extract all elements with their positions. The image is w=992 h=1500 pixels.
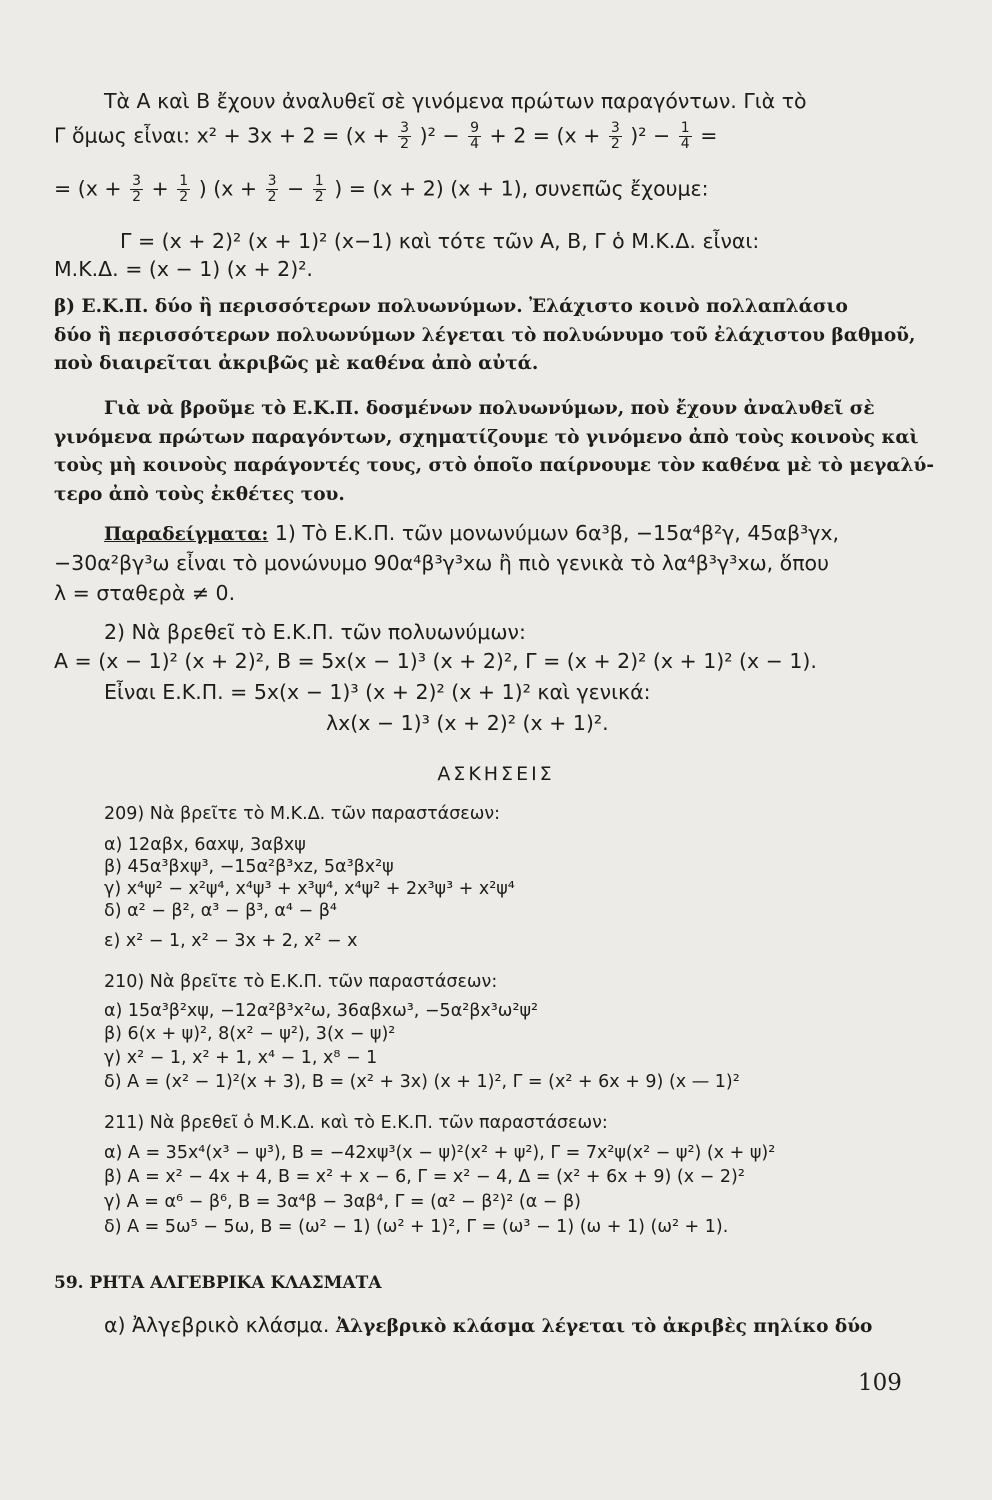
text-line: λ = σταθερὰ ≠ 0. [54, 581, 236, 605]
exercise-item: β) 45α³βxψ³, −15α²β³xz, 5α³βx²ψ [104, 857, 394, 877]
page-number: 109 [858, 1370, 902, 1396]
examples-line: Παραδείγματα: 1) Τὸ Ε.Κ.Π. τῶν μονωνύμων 6α³β, −15α⁴β²γ, 45αβ³γx, [104, 521, 840, 545]
text-line: Μ.Κ.Δ. = (x − 1) (x + 2)². [54, 257, 313, 281]
exercise-item: δ) Α = 5ω⁵ − 5ω, Β = (ω² − 1) (ω² + 1)², Γ = (ω³ − 1) (ω + 1) (ω² + 1). [104, 1217, 729, 1237]
equation-line: Εἶναι Ε.Κ.Π. = 5x(x − 1)³ (x + 2)² (x + 1)² καὶ γενικά: [104, 680, 651, 704]
exercise-item: α) 15α³β²xψ, −12α²β³x²ω, 36αβxω³, −5α²βx³ω²ψ² [104, 1001, 539, 1021]
exercise-item: α) 12αβx, 6αxψ, 3αβxψ [104, 835, 306, 855]
exercise-item: γ) x⁴ψ² − x²ψ⁴, x⁴ψ³ + x³ψ⁴, x⁴ψ² + 2x³ψ³ + x²ψ⁴ [104, 879, 515, 899]
fraction: $\frac{1}{2}$ [314, 173, 324, 205]
definition-line: δύο ἢ περισσότερων πολυωνύμων λέγεται τὸ πολυώνυμο τοῦ ἐλάχιστου βαθμοῦ, [54, 325, 916, 346]
exercise-title: 210) Νὰ βρεῖτε τὸ Ε.Κ.Π. τῶν παραστάσεων: [104, 972, 498, 992]
fraction: $\frac{3}{2}$ [610, 120, 620, 152]
exercise-title: 209) Νὰ βρεῖτε τὸ Μ.Κ.Δ. τῶν παραστάσεων: [104, 804, 501, 824]
fraction: $\frac{3}{2}$ [400, 120, 410, 152]
exercise-item: γ) x² − 1, x² + 1, x⁴ − 1, x⁸ − 1 [104, 1048, 378, 1068]
fraction: $\frac{3}{2}$ [267, 173, 277, 205]
exercise-item: α) Α = 35x⁴(x³ − ψ³), Β = −42xψ³(x − ψ)²(x² + ψ²), Γ = 7x²ψ(x² − ψ²) (x + ψ)² [104, 1143, 776, 1163]
fraction: $\frac{9}{4}$ [470, 120, 479, 152]
definition-line: ποὺ διαιρεῖται ἀκριβῶς μὲ καθένα ἀπὸ αὐτά. [54, 353, 539, 374]
rule-line: γινόμενα πρώτων παραγόντων, σχηματίζουμε τὸ γινόμενο ἀπὸ τοὺς κοινοὺς καὶ [54, 427, 919, 448]
fraction: $\frac{1}{2}$ [179, 173, 189, 205]
subsection-line: α) Ἀλγεβρικὸ κλάσμα. Ἀλγεβρικὸ κλάσμα λέγεται τὸ ἀκριβὲς πηλίκο δύο [104, 1313, 873, 1337]
equation-line: λx(x − 1)³ (x + 2)² (x + 1)². [326, 711, 609, 735]
exercise-item: δ) Α = (x² − 1)²(x + 3), Β = (x² + 3x) (x + 1)², Γ = (x² + 6x + 9) (x — 1)² [104, 1072, 740, 1092]
text-line: Τὰ Α καὶ Β ἔχουν ἀναλυθεῖ σὲ γινόμενα πρώτων παραγόντων. Γιὰ τὸ [104, 89, 807, 113]
equation-line: = (x + $\frac{3}{2}$ + $\frac{1}{2}$ ) (x + $\frac{3}{2}$ − $\frac{1}{2}$ ) = (x + 2) (x + 1), συνεπῶς ἔχουμε: [54, 173, 709, 205]
fraction: $\frac{1}{4}$ [680, 120, 690, 152]
exercise-item: ε) x² − 1, x² − 3x + 2, x² − x [104, 931, 358, 951]
exercise-item: β) 6(x + ψ)², 8(x² − ψ²), 3(x − ψ)² [104, 1024, 396, 1044]
rule-line: τοὺς μὴ κοινοὺς παράγοντές τους, στὸ ὁποῖο παίρνουμε τὸν καθένα μὲ τὸ μεγαλύ- [54, 455, 935, 476]
rule-line: τερο ἀπὸ τοὺς ἐκθέτες του. [54, 484, 345, 505]
text-line: 2) Νὰ βρεθεῖ τὸ Ε.Κ.Π. τῶν πολυωνύμων: [104, 620, 526, 644]
rule-line: Γιὰ νὰ βροῦμε τὸ Ε.Κ.Π. δοσμένων πολυωνύμων, ποὺ ἔχουν ἀναλυθεῖ σὲ [104, 398, 875, 419]
text-line: −30α²βγ³ω εἶναι τὸ μονώνυμο 90α⁴β³γ³xω ἢ πιὸ γενικὰ τὸ λα⁴β³γ³xω, ὅπου [54, 551, 829, 575]
fraction: $\frac{3}{2}$ [132, 173, 141, 205]
exercise-item: γ) Α = α⁶ − β⁶, Β = 3α⁴β − 3αβ⁴, Γ = (α² − β²)² (α − β) [104, 1192, 582, 1212]
equation-line: Γ ὅμως εἶναι: x² + 3x + 2 = (x + $\frac{3}{2}$ )² − $\frac{9}{4}$ + 2 = (x + $\frac{3}{2}$ )² − $\frac{1}{4}$ = [54, 120, 718, 152]
definition-line: β) Ε.Κ.Π. δύο ἢ περισσότερων πολυωνύμων. Ἐλάχιστο κοινὸ πολλαπλάσιο [54, 296, 848, 317]
examples-heading: Παραδείγματα: [104, 524, 269, 545]
exercise-item: β) Α = x² − 4x + 4, Β = x² + x − 6, Γ = x² − 4, Δ = (x² + 6x + 9) (x − 2)² [104, 1167, 745, 1187]
exercises-heading: ΑΣΚΗΣΕΙΣ [437, 763, 555, 785]
exercise-title: 211) Νὰ βρεθεῖ ὁ Μ.Κ.Δ. καὶ τὸ Ε.Κ.Π. τῶν παραστάσεων: [104, 1113, 608, 1133]
equation-line: Α = (x − 1)² (x + 2)², Β = 5x(x − 1)³ (x + 2)², Γ = (x + 2)² (x + 1)² (x − 1). [54, 649, 817, 673]
section-heading: 59. ΡΗΤΑ ΑΛΓΕΒΡΙΚΑ ΚΛΑΣΜΑΤΑ [54, 1273, 382, 1293]
text-line: Γ = (x + 2)² (x + 1)² (x−1) καὶ τότε τῶν Α, Β, Γ ὁ Μ.Κ.Δ. εἶναι: [120, 229, 760, 253]
exercise-item: δ) α² − β², α³ − β³, α⁴ − β⁴ [104, 901, 337, 921]
